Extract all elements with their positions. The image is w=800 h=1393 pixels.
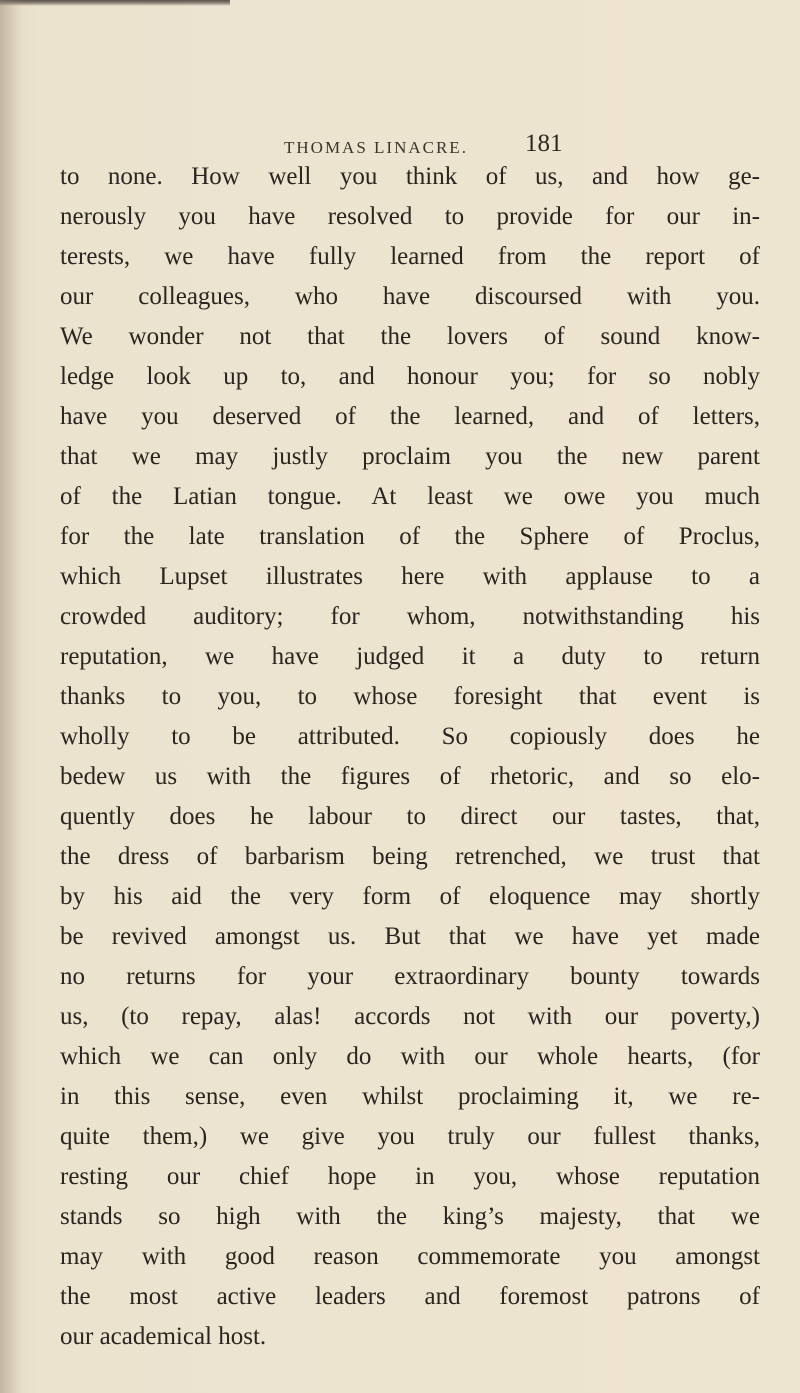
text-line: We wonder not that the lovers of sound know-	[60, 323, 760, 350]
page-edge-shadow	[0, 0, 230, 6]
text-line: stands so high with the king’s majesty, that we	[60, 1203, 760, 1230]
text-line: the dress of barbarism being retrenched, we trust that	[60, 843, 760, 870]
text-line: which Lupset illustrates here with applause to a	[60, 563, 760, 590]
text-line: by his aid the very form of eloquence may shortly	[60, 883, 760, 910]
text-line: of the Latian tongue. At least we owe you much	[60, 483, 760, 510]
text-line: bedew us with the figures of rhetoric, and so elo-	[60, 763, 760, 790]
text-line: that we may justly proclaim you the new parent	[60, 443, 760, 470]
text-line: which we can only do with our whole hearts, (for	[60, 1043, 760, 1070]
text-line: our colleagues, who have discoursed with you.	[60, 283, 760, 310]
text-line: be revived amongst us. But that we have yet made	[60, 923, 760, 950]
text-line: for the late translation of the Sphere of Proclus,	[60, 523, 760, 550]
running-head: THOMAS LINACRE.	[284, 138, 468, 157]
text-line: nerously you have resolved to provide for our in-	[60, 203, 760, 230]
text-line: to none. How well you think of us, and how ge-	[60, 163, 760, 190]
text-line: the most active leaders and foremost patrons of	[60, 1283, 760, 1310]
text-line: ledge look up to, and honour you; for so nobly	[60, 363, 760, 390]
page-number: 181	[525, 130, 563, 157]
text-line: wholly to be attributed. So copiously does he	[60, 723, 760, 750]
text-line: have you deserved of the learned, and of letters,	[60, 403, 760, 430]
text-line: quently does he labour to direct our tastes, that,	[60, 803, 760, 830]
gutter-shade	[0, 0, 22, 1393]
text-line: in this sense, even whilst proclaiming it, we re-	[60, 1083, 760, 1110]
text-line: our academical host.	[60, 1323, 267, 1350]
text-line: quite them,) we give you truly our fullest thanks,	[60, 1123, 760, 1150]
text-line: crowded auditory; for whom, notwithstanding his	[60, 603, 760, 630]
text-line: us, (to repay, alas! accords not with our poverty,)	[60, 1003, 760, 1030]
text-line: resting our chief hope in you, whose reputation	[60, 1163, 760, 1190]
text-line: terests, we have fully learned from the report of	[60, 243, 760, 270]
text-line: may with good reason commemorate you amongst	[60, 1243, 760, 1270]
body-paragraph	[60, 157, 760, 1357]
text-line: thanks to you, to whose foresight that event is	[60, 683, 760, 710]
text-line: no returns for your extraordinary bounty towards	[60, 963, 760, 990]
text-line: reputation, we have judged it a duty to return	[60, 643, 760, 670]
